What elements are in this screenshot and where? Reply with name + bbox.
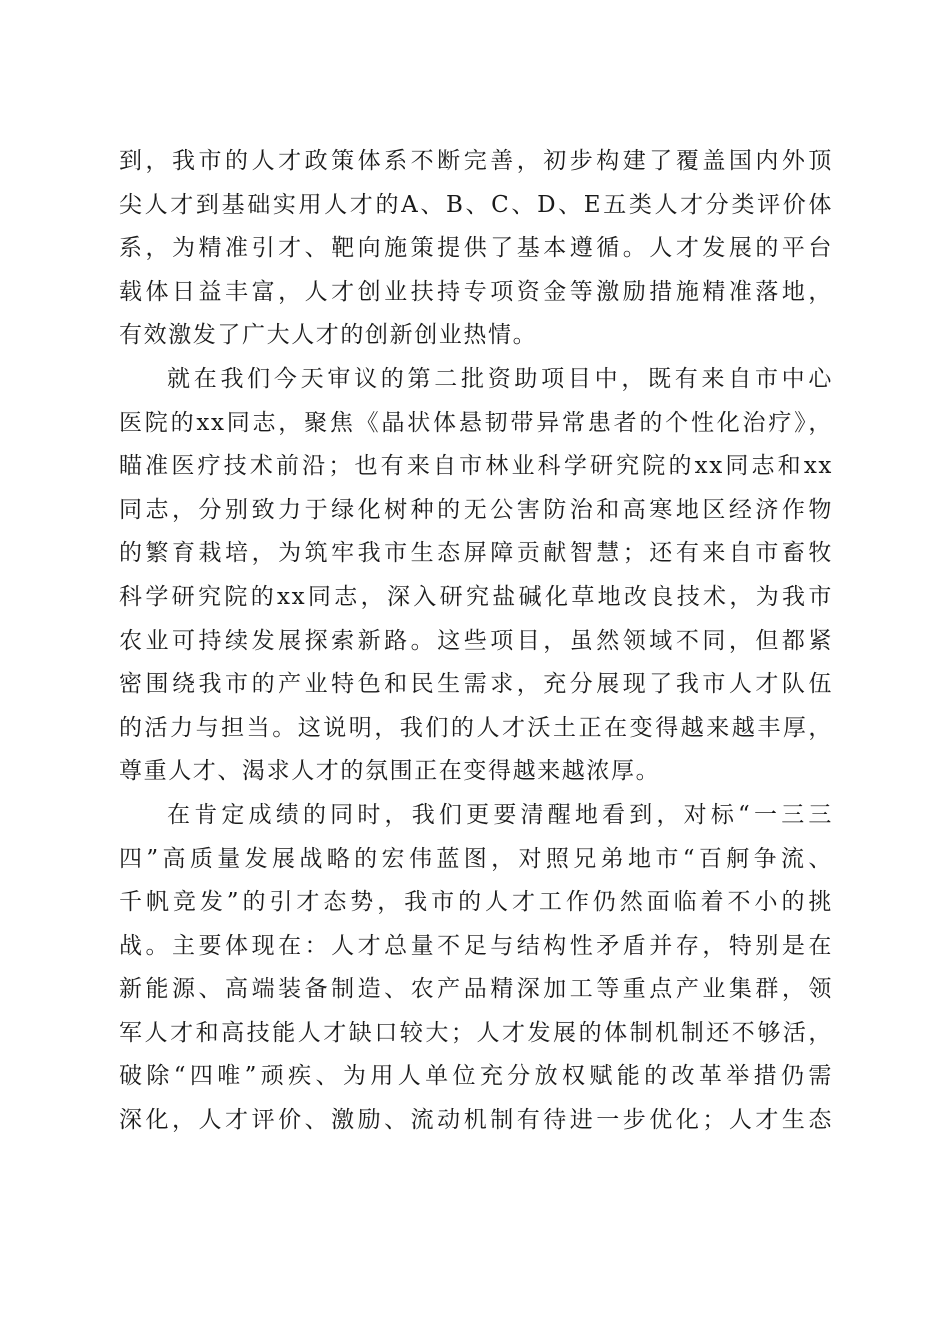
text-line: 千帆竞发”的引才态势，我市的人才工作仍然面临着不小的挑 (119, 889, 833, 916)
text-line: 四”高质量发展战略的宏伟蓝图，对照兄弟地市“百舸争流、 (119, 845, 833, 872)
text-line: 破除“四唯”顽疾、为用人单位充分放权赋能的改革举措仍需 (119, 1063, 833, 1090)
text-line: 农业可持续发展探索新路。这些项目，虽然领域不同，但都紧 (119, 627, 833, 654)
paragraph-2 (119, 358, 833, 794)
text-line: 军人才和高技能人才缺口较大；人才发展的体制机制还不够活， (119, 1019, 833, 1046)
text-line: 在肯定成绩的同时，我们更要清醒地看到，对标“一三三 (167, 801, 833, 828)
text-line: 医院的xx同志，聚焦《晶状体悬韧带异常患者的个性化治疗》， (119, 409, 833, 436)
paragraph-3 (119, 794, 833, 1143)
text-line: 密围绕我市的产业特色和民生需求，充分展现了我市人才队伍 (119, 671, 833, 698)
document-body (119, 140, 833, 1143)
text-line: 科学研究院的xx同志，深入研究盐碱化草地改良技术，为我市 (119, 583, 833, 610)
text-line: 的繁育栽培，为筑牢我市生态屏障贡献智慧；还有来自市畜牧 (119, 540, 833, 567)
text-line: 深化，人才评价、激励、流动机制有待进一步优化；人才生态 (119, 1107, 833, 1134)
text-line: 同志，分别致力于绿化树种的无公害防治和高寒地区经济作物 (119, 496, 833, 523)
text-line: 有效激发了广大人才的创新创业热情。 (119, 322, 538, 349)
text-line: 就在我们今天审议的第二批资助项目中，既有来自市中心 (167, 365, 833, 392)
text-line: 战。主要体现在：人才总量不足与结构性矛盾并存，特别是在 (119, 932, 833, 959)
text-line: 尊重人才、渴求人才的氛围正在变得越来越浓厚。 (119, 758, 661, 785)
paragraph-1 (119, 140, 833, 358)
text-line: 系，为精准引才、靶向施策提供了基本遵循。人才发展的平台 (119, 235, 833, 262)
text-line: 的活力与担当。这说明，我们的人才沃土正在变得越来越丰厚， (119, 714, 833, 741)
text-line: 新能源、高端装备制造、农产品精深加工等重点产业集群，领 (119, 976, 833, 1003)
text-line: 载体日益丰富，人才创业扶持专项资金等激励措施精准落地， (119, 278, 833, 305)
text-line: 瞄准医疗技术前沿；也有来自市林业科学研究院的xx同志和xx (119, 453, 833, 480)
text-line: 到，我市的人才政策体系不断完善，初步构建了覆盖国内外顶 (119, 148, 833, 174)
text-line: 尖人才到基础实用人才的A、B、C、D、E五类人才分类评价体 (119, 191, 833, 218)
